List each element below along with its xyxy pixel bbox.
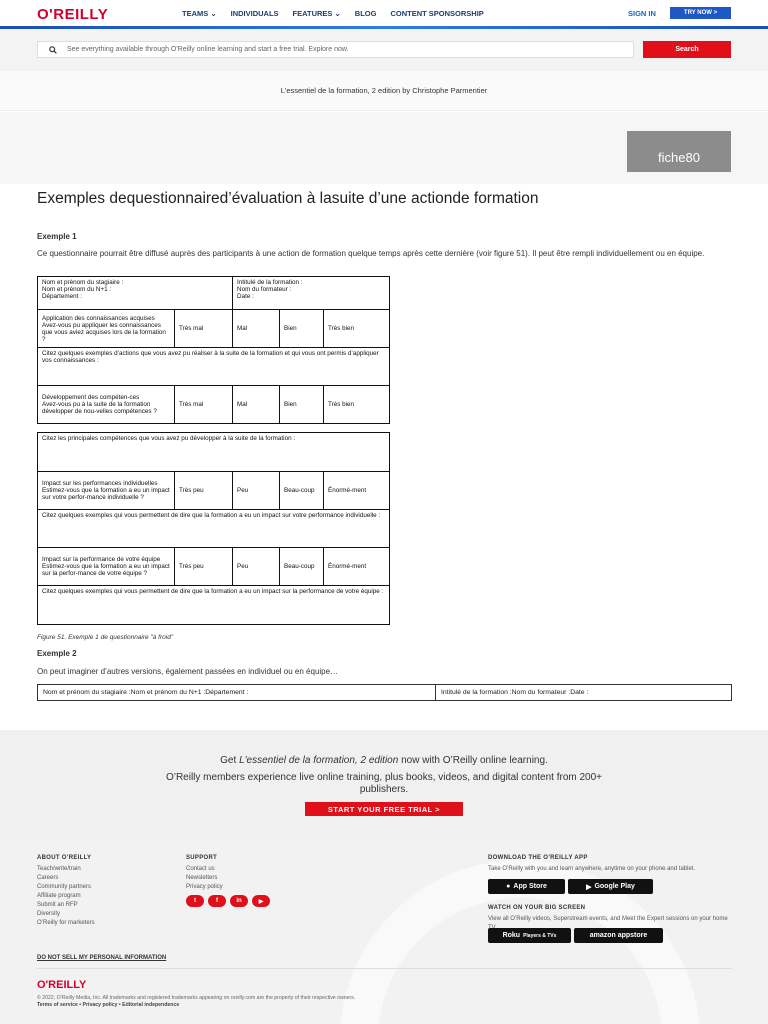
page-title: Exemples dequestionnaired’évaluation à lasuite d’une actionde formation	[37, 190, 539, 207]
scale-option[interactable]: Mal	[233, 386, 280, 424]
scale-option[interactable]: Mal	[233, 310, 280, 348]
scale-option[interactable]: Très bien	[324, 310, 390, 348]
app-store-badge[interactable]	[488, 879, 565, 894]
example-1-text: Ce questionnaire pourrait être diffusé auprès des participants à une action de formation quelque temps après cette dernière (voir figure 51). Il peut être rempli individuellement ou en équipe.	[37, 249, 705, 258]
skills-question: Développement des compéten-ces Avez-vous pu à la suite de la formation développer de nou-velles compétences ?	[38, 386, 175, 424]
scale-option[interactable]: Énormé-ment	[324, 472, 390, 510]
footer-link[interactable]: Affiliate program	[37, 893, 81, 899]
cta-band	[0, 730, 768, 840]
fiche-label: fiche80	[627, 131, 731, 172]
nav-features[interactable]: FEATURES ⌄	[292, 9, 341, 18]
roku-sub-label: Players & TVs	[523, 932, 557, 939]
scale-option[interactable]: Très bien	[324, 386, 390, 424]
footer-support-column	[186, 854, 223, 892]
legal-links[interactable]: Terms of service • Privacy policy • Editorial independence	[37, 1002, 180, 1008]
twitter-icon[interactable]: t	[186, 895, 204, 907]
questionnaire-table-1	[37, 276, 390, 424]
footer-link[interactable]: Community partners	[37, 884, 92, 890]
footer-about-column	[37, 854, 95, 928]
footer-divider	[37, 968, 732, 969]
example-2-text: On peut imaginer d’autres versions, également passées en individuel ou en équipe…	[37, 667, 339, 676]
roku-badge[interactable]	[488, 928, 571, 943]
footer-about-heading: ABOUT O’REILLY	[37, 855, 92, 861]
footer-app-heading: DOWNLOAD THE O’REILLY APP	[488, 855, 588, 861]
footer-screen-text: View all O’Reilly videos, Superstream events, and Meet the Expert sessions on your home	[488, 916, 728, 922]
footer-link[interactable]: O’Reilly for marketers	[37, 920, 95, 926]
nav-individuals[interactable]: INDIVIDUALS	[230, 9, 279, 18]
cta-book-title: L'essentiel de la formation, 2 edition	[239, 755, 399, 766]
scale-option[interactable]: Énormé-ment	[324, 548, 390, 586]
cta-subtext: O’Reilly members experience live online training, plus books, videos, and digital content from 200+ publishers.	[165, 772, 603, 795]
cta-headline	[0, 755, 768, 766]
examples-prompt: Citez quelques exemples d’actions que vous avez pu réaliser à la suite de la formation et qui vous ont permis d’appliquer vos connaissances :	[38, 348, 390, 386]
facebook-icon[interactable]: f	[208, 895, 226, 907]
footer-support-heading: SUPPORT	[186, 855, 218, 861]
footer-app-column	[488, 854, 732, 874]
book-title-line[interactable]: L'essentiel de la formation, 2 edition by Christophe Parmentier	[280, 86, 488, 95]
nav-content-sponsorship[interactable]: CONTENT SPONSORSHIP	[390, 9, 484, 18]
training-info-cell: Intitulé de la formation : Nom du formateur : Date :	[233, 277, 390, 310]
team-examples-prompt: Citez quelques exemples qui vous permettent de dire que la formation a eu un impact sur la performance de votre équipe :	[38, 586, 390, 625]
linkedin-icon[interactable]: in	[230, 895, 248, 907]
footer-app-text: Take O’Reilly with you and learn anywhere, anytime on your phone and tablet.	[488, 866, 696, 872]
scale-option[interactable]: Beau-coup	[280, 472, 324, 510]
top-navigation-bar	[0, 0, 768, 28]
book-band	[0, 71, 768, 111]
footer-logo[interactable]: O'REILLY	[37, 979, 87, 991]
trainee-info-cell: Nom et prénom du stagiaire : Nom et prénom du N+1 : Département :	[38, 277, 233, 310]
example-1-heading: Exemple 1	[37, 232, 77, 241]
search-placeholder: See everything available through O'Reilly online learning and start a free trial. Explore now.	[67, 46, 349, 53]
youtube-icon[interactable]: ▶	[252, 895, 270, 907]
footer-link[interactable]: Teach/write/train	[37, 866, 81, 872]
scale-option[interactable]: Très peu	[175, 548, 233, 586]
amazon-label: amazon appstore	[589, 932, 648, 939]
figure-caption: Figure 51. Exemple 1 de questionnaire "à froid"	[37, 634, 174, 641]
google-play-label: Google Play	[594, 883, 635, 890]
main-nav	[182, 9, 484, 18]
scale-option[interactable]: Très mal	[175, 310, 233, 348]
scale-option[interactable]: Très mal	[175, 386, 233, 424]
search-button[interactable]: Search	[643, 41, 731, 58]
nav-teams[interactable]: TEAMS ⌄	[182, 9, 217, 18]
skills-developed-prompt: Citez les principales compétences que vous avez pu développer à la suite de la formation :	[38, 433, 390, 472]
scale-option[interactable]: Peu	[233, 472, 280, 510]
cta-suffix: now with O’Reilly online learning.	[398, 755, 548, 766]
scale-option[interactable]: Peu	[233, 548, 280, 586]
copyright-text: © 2022, O’Reilly Media, Inc. All trademarks and registered trademarks appearing on oreilly.com are the property of their respective owners.	[37, 995, 356, 1001]
do-not-sell-link[interactable]: DO NOT SELL MY PERSONAL INFORMATION	[37, 955, 167, 961]
footer	[0, 840, 768, 1024]
footer-screen-heading: WATCH ON YOUR BIG SCREEN	[488, 905, 586, 911]
play-icon: ▶	[586, 883, 592, 891]
apple-icon: ●	[506, 883, 511, 890]
footer-link[interactable]: Careers	[37, 875, 59, 881]
oreilly-logo[interactable]: O'REILLY	[37, 6, 109, 23]
footer-link[interactable]: Contact us	[186, 866, 215, 872]
individual-examples-prompt: Citez quelques exemples qui vous permettent de dire que la formation a eu un impact sur votre performance individuelle :	[38, 510, 390, 548]
search-band	[0, 29, 768, 71]
app-store-label: App Store	[513, 883, 547, 890]
team-impact-question: Impact sur la performance de votre équipe Estimez-vous que la formation a eu un impact sur la perfor-mance de votre équipe ?	[38, 548, 175, 586]
cta-prefix: Get	[220, 755, 240, 766]
google-play-badge[interactable]	[568, 879, 653, 894]
scale-option[interactable]: Très peu	[175, 472, 233, 510]
nav-blog[interactable]: BLOG	[354, 9, 377, 18]
application-question: Application des connaissances acquises Avez-vous pu appliquer les connaissances que vous aviez acquises lors de la formation ?	[38, 310, 175, 348]
search-icon	[49, 46, 57, 54]
main-content	[37, 190, 732, 208]
scale-option[interactable]: Bien	[280, 386, 324, 424]
footer-link[interactable]: Privacy policy	[186, 884, 223, 890]
example-2-heading: Exemple 2	[37, 649, 77, 658]
roku-label: Roku	[502, 932, 521, 939]
example-2-trainee-cell: Nom et prénom du stagiaire :Nom et prénom du N+1 :Département :	[38, 685, 436, 700]
amazon-appstore-badge[interactable]	[574, 928, 663, 943]
example-2-training-cell: Intitulé de la formation :Nom du formateur :Date :	[441, 689, 589, 696]
start-free-trial-button[interactable]: START YOUR FREE TRIAL >	[305, 802, 463, 816]
example-2-table	[37, 684, 732, 701]
scale-option[interactable]: Bien	[280, 310, 324, 348]
footer-link[interactable]: Newsletters	[186, 875, 218, 881]
footer-link[interactable]: Diversity	[37, 911, 61, 917]
search-input[interactable]	[37, 41, 634, 58]
questionnaire-table-2	[37, 432, 390, 625]
try-now-button[interactable]: TRY NOW >	[670, 7, 731, 19]
individual-impact-question: Impact sur les performances individuelles Estimez-vous que la formation a eu un impact sur votre perfor-mance individuelle ?	[38, 472, 175, 510]
social-links	[186, 895, 270, 907]
sign-in-link[interactable]: SIGN IN	[628, 9, 656, 18]
footer-link[interactable]: Submit an RFP	[37, 902, 78, 908]
scale-option[interactable]: Beau-coup	[280, 548, 324, 586]
